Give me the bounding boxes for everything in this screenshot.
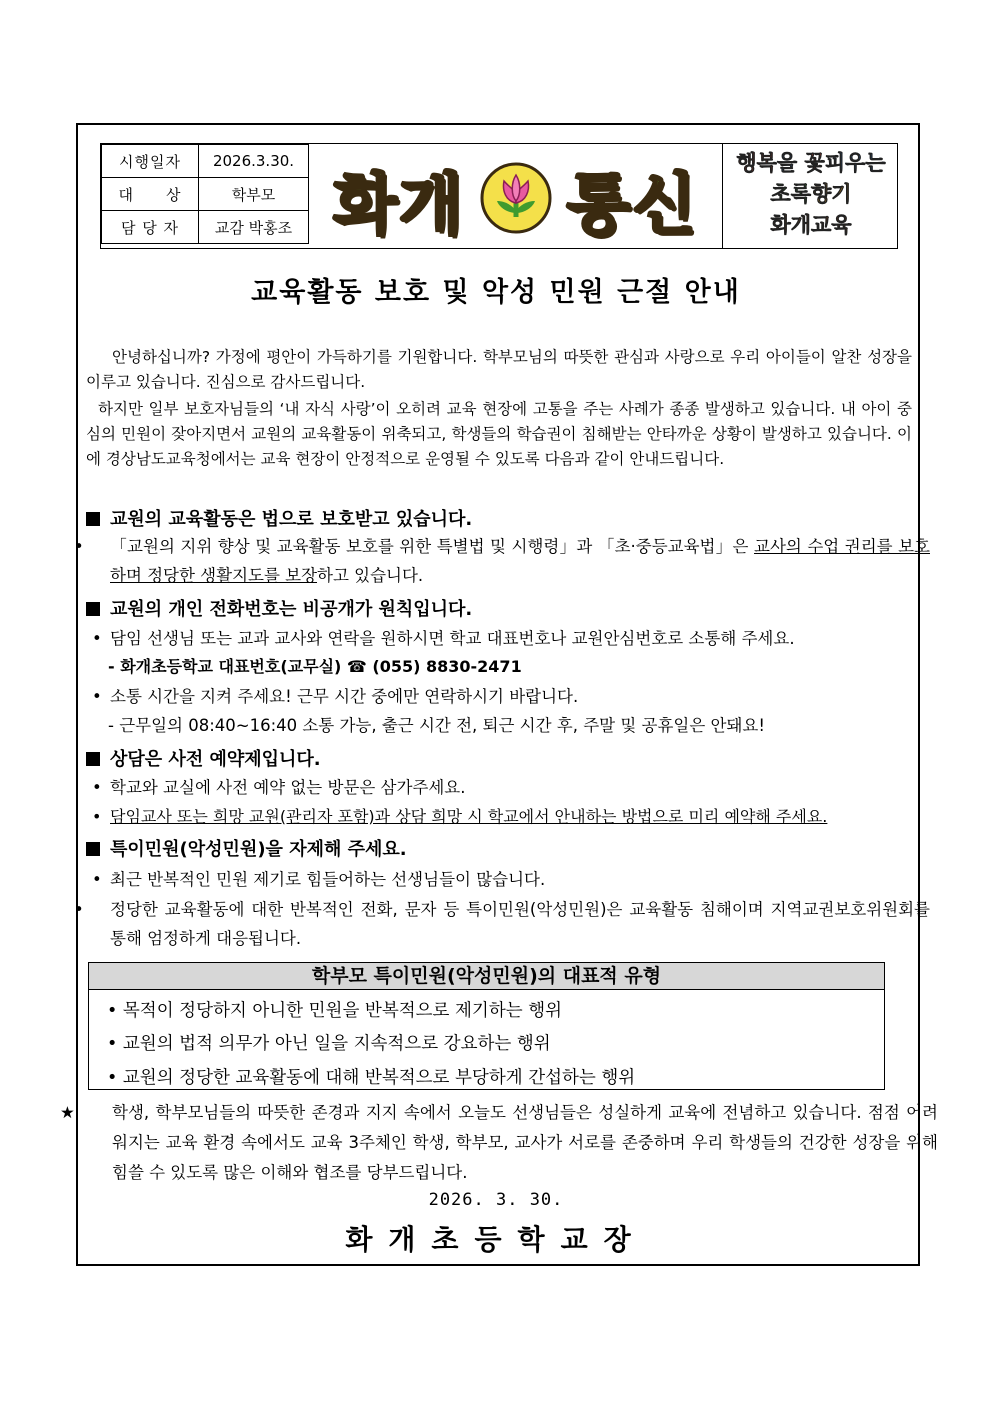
bullet-icon: •: [74, 537, 84, 556]
intro-paragraph-2: 하지만 일부 보호자님들의 ‘내 자식 사랑’이 오히려 교육 현장에 고통을 주는 사례가 종종 발생하고 있습니다. 내 아이 중심의 민원이 잦아지면서 교원의 교육활동이 위축되고, 학생들의 학습권이 침해받는 안타까운 상황이 발생하고 있습니다. 이에 경상남도교육청에서는 교육 현장이 안정적으로 운영될 수 있도록 다음과 같이 안내드립니다.: [86, 400, 912, 468]
square-bullet-icon: [86, 512, 100, 526]
bullet-icon: •: [92, 687, 102, 706]
signature: 화개초등학교장: [345, 1223, 647, 1256]
bullet-icon: •: [92, 629, 102, 648]
bullet-icon: •: [92, 870, 102, 889]
intro-paragraph-1: 안녕하십니까? 가정에 평안이 가득하기를 기원합니다. 학부모님의 따뜻한 관심과 사랑으로 우리 아이들이 알찬 성장을 이루고 있습니다. 진심으로 감사드립니다.: [86, 348, 912, 391]
square-bullet-icon: [86, 842, 100, 856]
list-item: • 학교와 교실에 사전 예약 없는 방문은 삼가주세요.: [92, 773, 912, 802]
bullet-icon: •: [107, 1034, 118, 1054]
school-slogan: [722, 144, 899, 248]
square-bullet-icon: [86, 752, 100, 766]
page-title: 교육활동 보호 및 악성 민원 근절 안내: [251, 277, 741, 308]
square-bullet-icon: [86, 602, 100, 616]
box-title: 학부모 특이민원(악성민원)의 대표적 유형: [89, 963, 884, 990]
newsletter-header: [100, 143, 898, 249]
star-icon: ★: [60, 1103, 75, 1122]
list-item: • 소통 시간을 지켜 주세요! 근무 시간 중에만 연락하시기 바랍니다.: [92, 682, 912, 711]
meta-value: 교감 박홍조: [199, 211, 309, 244]
meta-table: [101, 144, 309, 244]
list-item: • 최근 반복적인 민원 제기로 힘들어하는 선생님들이 많습니다.: [92, 865, 912, 894]
meta-value: 학부모: [199, 178, 309, 211]
meta-label: 대 상: [102, 178, 199, 211]
closing-paragraph: ★ 학생, 학부모님들의 따뜻한 존경과 지지 속에서 오늘도 선생님들은 성실하게 교육에 전념하고 있습니다. 점점 어려워지는 교육 환경 속에서도 교육 3주체인 학생, 학부모, 교사가 서로를 존중하며 우리 학생들의 건강한 성장을 위해 힘쓸 수 있도록 많은 이해와 협조를 당부드립니다.: [86, 1098, 938, 1188]
list-item: • 「교원의 지위 향상 및 교육활동 보호를 위한 특별법 및 시행령」과 「초·중등교육법」은 교사의 수업 권리를 보호하며 정당한 생활지도를 보장하고 있습니다.: [92, 532, 930, 590]
logo-text-left: 화개: [333, 165, 465, 243]
issue-date: 2026. 3. 30.: [428, 1190, 564, 1210]
contact-hours-note: - 근무일의 08:40~16:40 소통 가능, 출근 시간 전, 퇴근 시간 후, 주말 및 공휴일은 안돼요!: [108, 716, 765, 735]
bullet-icon: •: [107, 1001, 118, 1021]
slogan-line-1: 행복을 꽃피우는: [736, 151, 886, 175]
bullet-icon: •: [74, 900, 84, 919]
table-row: [102, 211, 309, 244]
complaint-types-box: [88, 962, 885, 1090]
newsletter-logo: [333, 158, 699, 243]
flower-icon: [479, 161, 553, 235]
table-row: [102, 145, 309, 178]
bullet-icon: •: [92, 807, 102, 826]
meta-value: 2026.3.30.: [199, 145, 309, 178]
table-row: [102, 178, 309, 211]
section-heading-legal: 교원의 교육활동은 법으로 보호받고 있습니다.: [86, 505, 472, 531]
school-phone-number: - 화개초등학교 대표번호(교무실) ☎ (055) 8830-2471: [108, 657, 522, 676]
list-item: • 담임 선생님 또는 교과 교사와 연락을 원하시면 학교 대표번호나 교원안심번호로 소통해 주세요.: [92, 624, 912, 653]
bullet-icon: •: [107, 1068, 118, 1088]
slogan-line-3: 화개교육: [770, 213, 852, 237]
slogan-line-2: 초록향기: [770, 182, 852, 206]
list-item: • 목적이 정당하지 아니한 민원을 반복적으로 제기하는 행위: [107, 1001, 563, 1021]
section-heading-phone: 교원의 개인 전화번호는 비공개가 원칙입니다.: [86, 595, 472, 621]
section-heading-consult: 상담은 사전 예약제입니다.: [86, 745, 321, 771]
meta-label: 담 당 자: [102, 211, 199, 244]
meta-label: 시행일자: [102, 145, 199, 178]
list-item: • 교원의 법적 의무가 아닌 일을 지속적으로 강요하는 행위: [107, 1034, 551, 1054]
logo-text-right: 통신: [566, 165, 699, 243]
list-item: • 정당한 교육활동에 대한 반복적인 전화, 문자 등 특이민원(악성민원)은 교육활동 침해이며 지역교권보호위원회를 통해 엄정하게 대응됩니다.: [92, 895, 930, 953]
list-item: • 교원의 정당한 교육활동에 대해 반복적으로 부당하게 간섭하는 행위: [107, 1068, 636, 1088]
section-heading-complaints: 특이민원(악성민원)을 자제해 주세요.: [86, 835, 407, 861]
bullet-icon: •: [92, 778, 102, 797]
list-item: • 담임교사 또는 희망 교원(관리자 포함)과 상담 희망 시 학교에서 안내하는 방법으로 미리 예약해 주세요.: [92, 802, 912, 831]
